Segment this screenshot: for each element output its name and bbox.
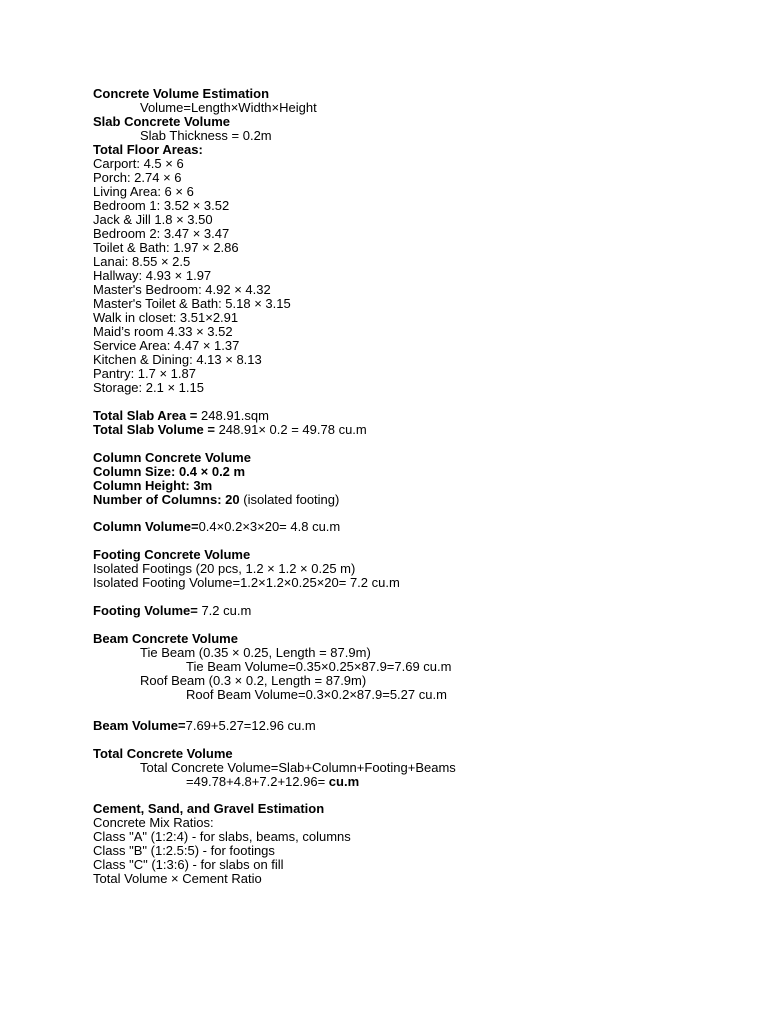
column-count-note: (isolated footing)	[239, 491, 340, 507]
column-volume-value: 0.4×0.2×3×20= 4.8 cu.m	[198, 519, 341, 535]
total-slab-area-label: Total Slab Area =	[93, 407, 198, 423]
column-count-label: Number of Columns: 20	[93, 491, 240, 507]
spacer	[93, 733, 733, 747]
section-heading-column: Column Concrete Volume	[93, 449, 251, 465]
spacer	[93, 437, 733, 451]
column-volume	[93, 520, 733, 534]
total-volume-cement-ratio: Total Volume × Cement Ratio	[93, 871, 262, 887]
footing-volume-label: Footing Volume=	[93, 602, 198, 618]
total-calc-expression: =49.78+4.8+7.2+12.96=	[186, 773, 329, 789]
isolated-footings: Isolated Footings (20 pcs, 1.2 × 1.2 × 0.25 m)	[93, 561, 356, 577]
mix-class-item: Class "A" (1:2:4) - for slabs, beams, columns	[93, 829, 351, 845]
mix-class-item: Class "C" (1:3:6) - for slabs on fill	[93, 857, 284, 873]
beam-volume	[93, 719, 733, 733]
total-slab-area-value: 248.91.sqm	[197, 407, 269, 423]
floor-area-item: Jack & Jill 1.8 × 3.50	[93, 212, 213, 227]
spacer	[93, 534, 733, 548]
footing-volume-value: 7.2 cu.m	[197, 602, 252, 618]
beam-volume-value: 7.69+5.27=12.96 cu.m	[185, 717, 316, 733]
section-heading-slab: Slab Concrete Volume	[93, 114, 231, 129]
section-heading-footing: Footing Concrete Volume	[93, 547, 251, 563]
floor-area-item: Lanai: 8.55 × 2.5	[93, 254, 191, 269]
total-calc-unit: cu.m	[328, 773, 360, 789]
total-slab-volume-value: 248.91× 0.2 = 49.78 cu.m	[214, 421, 367, 437]
section-heading-total: Total Concrete Volume	[93, 745, 233, 761]
volume-formula: Volume=Length×Width×Height	[140, 100, 317, 115]
floor-area-item: Kitchen & Dining: 4.13 × 8.13	[93, 352, 262, 367]
floor-area-item: Carport: 4.5 × 6	[93, 156, 184, 171]
mix-ratios-label: Concrete Mix Ratios:	[93, 815, 214, 831]
column-count	[93, 493, 733, 507]
floor-area-item: Walk in closet: 3.51×2.91	[93, 310, 239, 325]
floor-area-list	[93, 157, 733, 395]
floor-area-item: Service Area: 4.47 × 1.37	[93, 338, 240, 353]
total-calculation	[93, 775, 733, 789]
floor-area-item: Living Area: 6 × 6	[93, 184, 194, 199]
footing-volume	[93, 604, 733, 618]
mix-class-item: Class "B" (1:2.5:5) - for footings	[93, 843, 275, 859]
section-heading-volume-estimation: Concrete Volume Estimation	[93, 86, 270, 101]
tie-beam-volume: Tie Beam Volume=0.35×0.25×87.9=7.69 cu.m	[186, 658, 452, 674]
spacer	[93, 395, 733, 409]
total-slab-area	[93, 409, 733, 423]
floor-area-item: Storage: 2.1 × 1.15	[93, 380, 204, 395]
total-formula: Total Concrete Volume=Slab+Column+Footing+Beams	[140, 759, 456, 775]
spacer	[93, 590, 733, 604]
total-slab-volume	[93, 423, 733, 437]
column-size: Column Size: 0.4 × 0.2 m	[93, 463, 246, 479]
floor-area-item: Master's Bedroom: 4.92 × 4.32	[93, 282, 271, 297]
floor-area-item: Porch: 2.74 × 6	[93, 170, 182, 185]
floor-area-item: Maid’s room 4.33 × 3.52	[93, 324, 233, 339]
floor-area-item: Pantry: 1.7 × 1.87	[93, 366, 196, 381]
floor-area-item: Bedroom 1: 3.52 × 3.52	[93, 198, 230, 213]
section-heading-beam: Beam Concrete Volume	[93, 630, 238, 646]
beam-volume-label: Beam Volume=	[93, 717, 186, 733]
column-height: Column Height: 3m	[93, 477, 213, 493]
tie-beam: Tie Beam (0.35 × 0.25, Length = 87.9m)	[140, 644, 371, 660]
floor-area-item: Bedroom 2: 3.47 × 3.47	[93, 226, 230, 241]
isolated-footing-volume: Isolated Footing Volume=1.2×1.2×0.25×20= 7.2 cu.m	[93, 575, 400, 591]
floor-area-item: Master's Toilet & Bath: 5.18 × 3.15	[93, 296, 291, 311]
spacer	[93, 702, 733, 719]
total-slab-volume-label: Total Slab Volume =	[93, 421, 215, 437]
roof-beam: Roof Beam (0.3 × 0.2, Length = 87.9m)	[140, 672, 367, 688]
spacer	[93, 507, 733, 521]
spacer	[93, 789, 733, 803]
floor-area-item: Hallway: 4.93 × 1.97	[93, 268, 212, 283]
section-heading-materials: Cement, Sand, and Gravel Estimation	[93, 801, 325, 817]
floor-area-item: Toilet & Bath: 1.97 × 2.86	[93, 240, 239, 255]
roof-beam-volume: Roof Beam Volume=0.3×0.2×87.9=5.27 cu.m	[186, 686, 447, 702]
column-volume-label: Column Volume=	[93, 519, 199, 535]
slab-thickness: Slab Thickness = 0.2m	[140, 128, 272, 143]
floor-areas-heading: Total Floor Areas:	[93, 142, 203, 157]
document-page	[93, 87, 733, 886]
spacer	[93, 618, 733, 632]
